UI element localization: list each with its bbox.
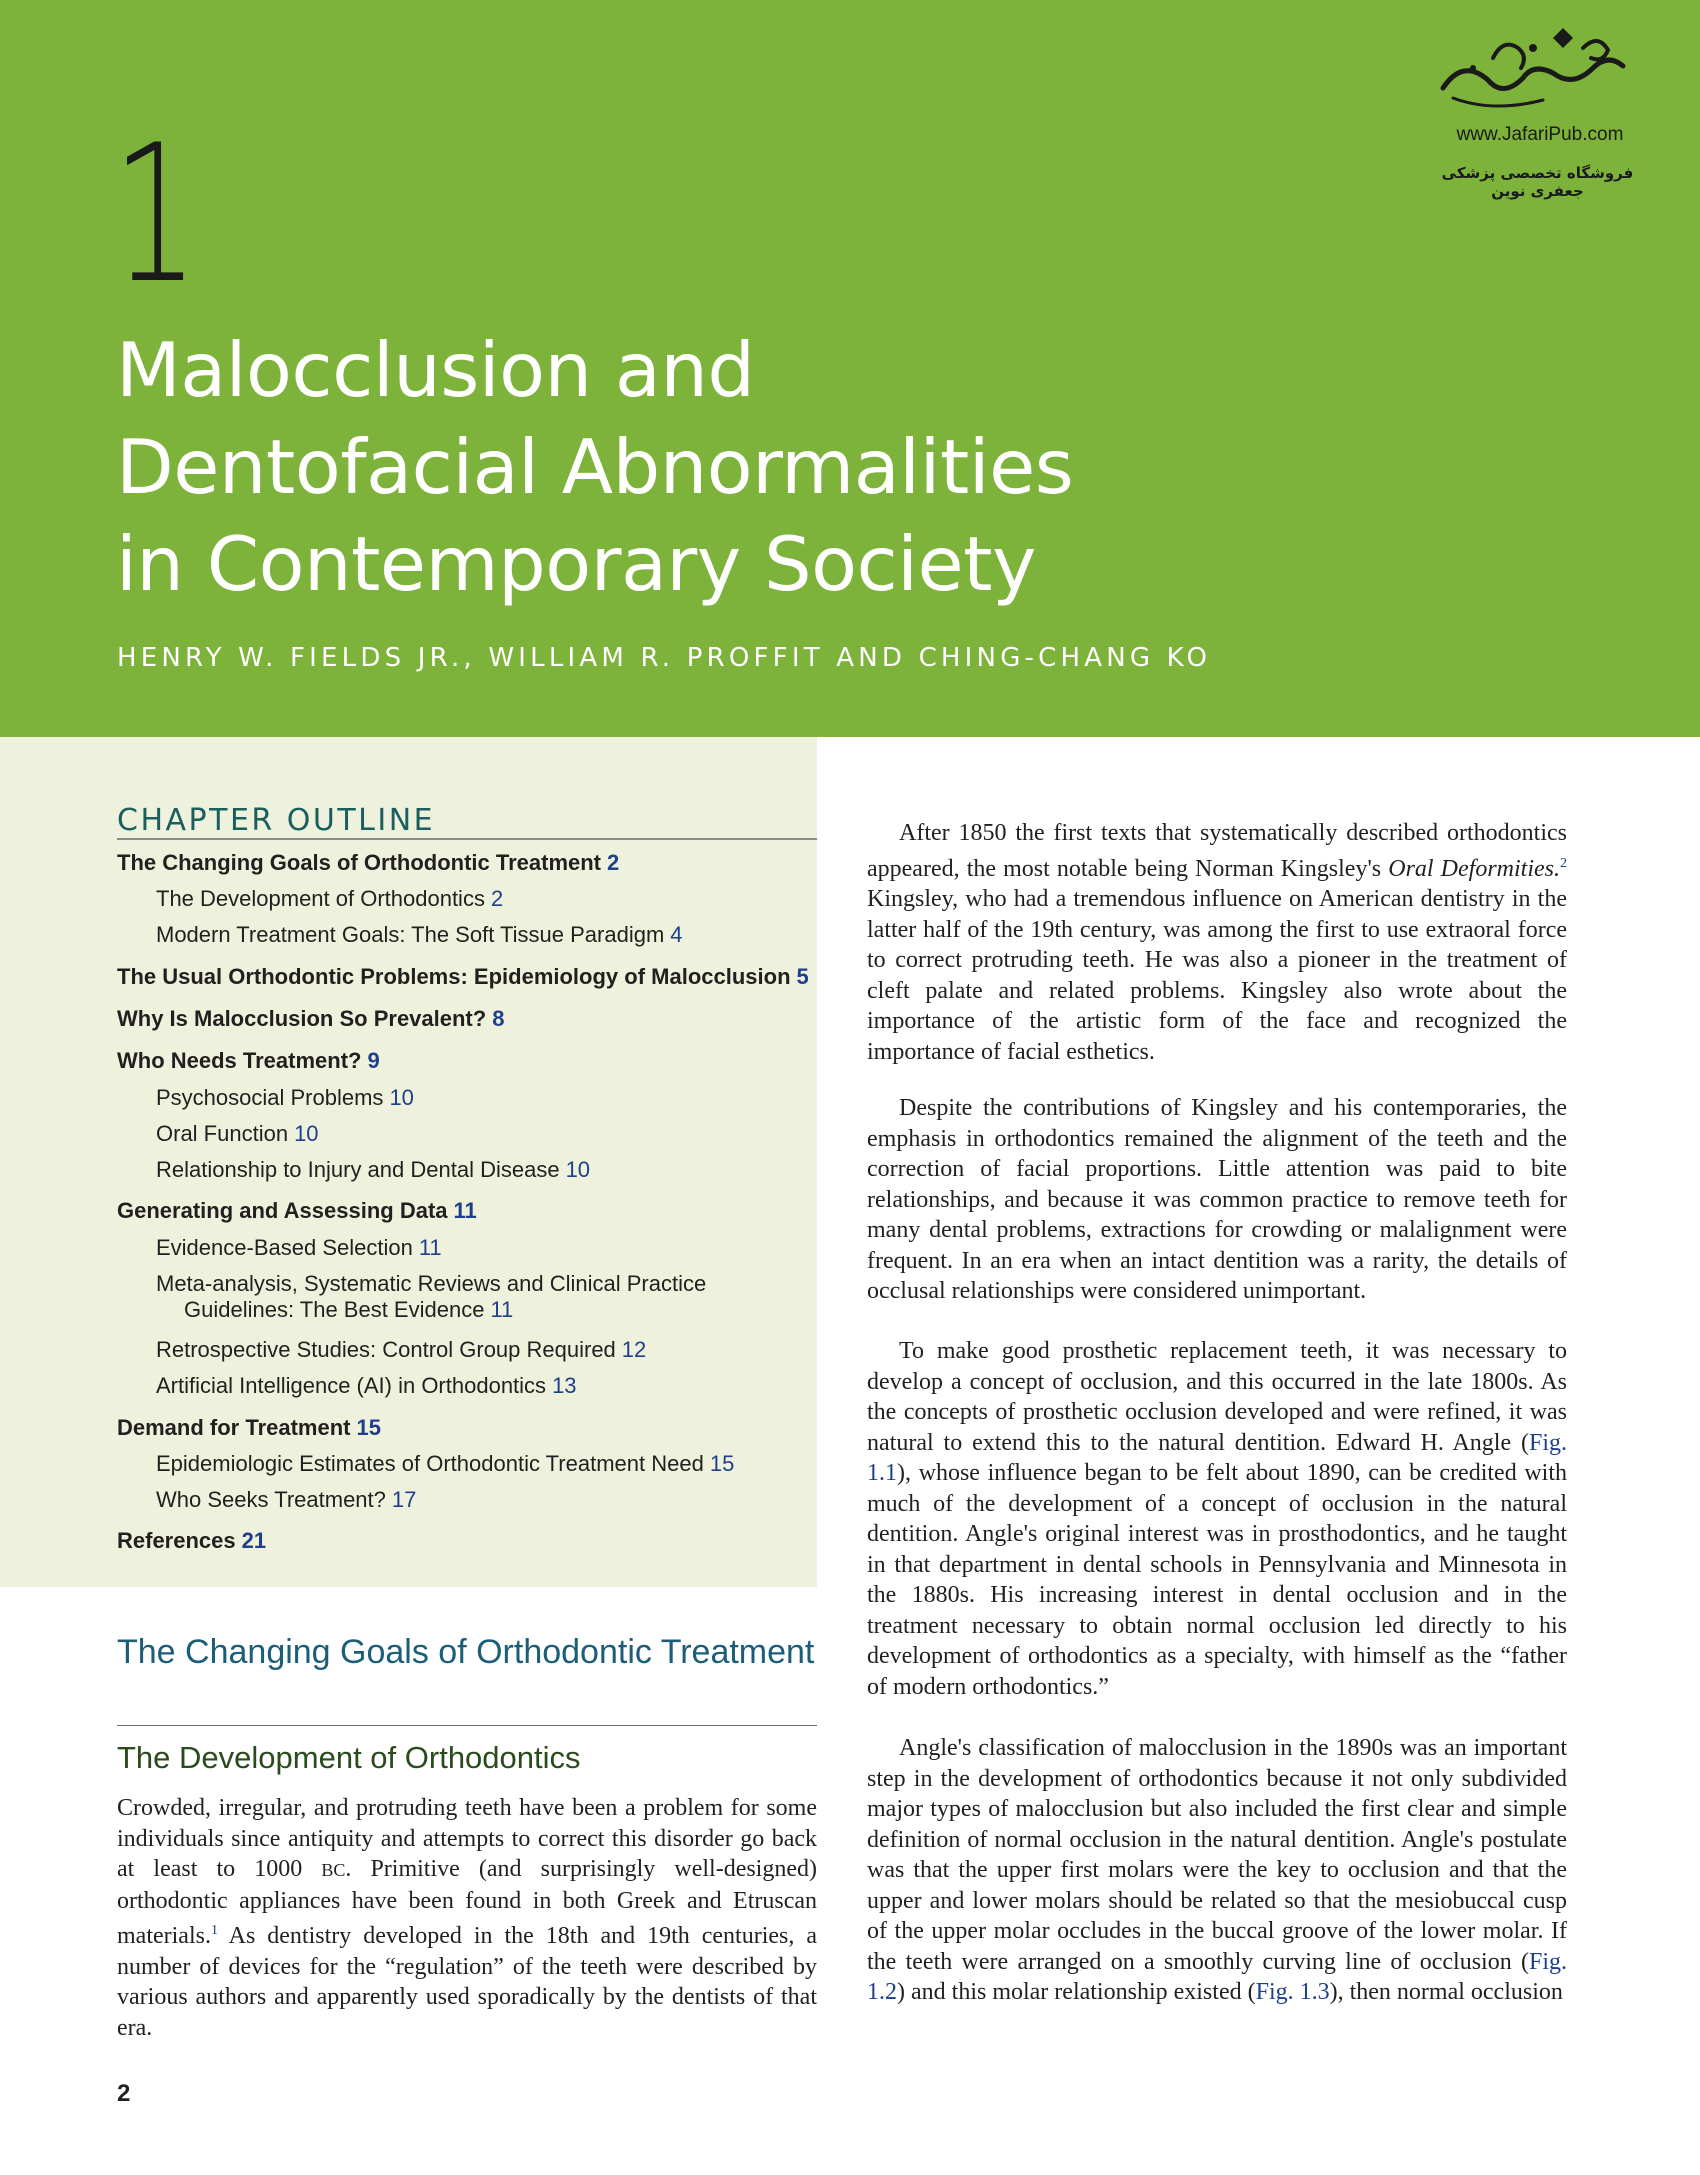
outline-page-number: 2	[607, 850, 620, 875]
outline-item-label: Why Is Malocclusion So Prevalent?	[117, 1006, 487, 1031]
text-run: Angle's classification of malocclusion in the 1890s was an important step in the development of orthodontics because it not only subdivided major types of malocclusion but also included the first clear and simple definition of normal occlusion in the natural dentition. Angle's postulate was that the upper first molars were the key to occlusion and that the upper and lower molars should be related so that the mesiobuccal cusp of the upper molar occludes in the buccal groove of the lower molar. If the teeth were arranged on a smoothly curving line of occlusion (	[867, 1735, 1567, 1975]
text-run: ) and this molar relationship existed (	[897, 1979, 1256, 2005]
outline-item-label: Generating and Assessing Data	[117, 1198, 448, 1223]
outline-item-label: References	[117, 1528, 236, 1553]
text-run: After 1850 the first texts that systematically described orthodontics appeared, the most notable being Norman Kingsley's	[867, 820, 1567, 882]
outline-item-label: Relationship to Injury and Dental Disease	[156, 1157, 560, 1182]
outline-item-label-continued: Guidelines: The Best Evidence	[184, 1297, 485, 1322]
section-divider	[117, 1725, 817, 1726]
outline-item-label: Demand for Treatment	[117, 1415, 351, 1440]
chapter-title-line: Dentofacial Abnormalities	[116, 423, 1074, 511]
outline-page-number: 12	[621, 1337, 647, 1362]
chapter-number: 1	[112, 104, 200, 325]
figure-link[interactable]: Fig. 1.3	[1255, 1979, 1330, 2005]
publisher-logo	[1415, 18, 1655, 198]
outline-item[interactable]	[117, 1415, 381, 1441]
outline-item-label: The Usual Orthodontic Problems: Epidemiology of Malocclusion	[117, 964, 791, 989]
outline-page-number: 10	[565, 1157, 591, 1182]
outline-item[interactable]	[117, 964, 809, 990]
outline-item-label: Artificial Intelligence (AI) in Orthodontics	[156, 1373, 547, 1398]
outline-item-label: The Development of Orthodontics	[156, 886, 485, 911]
footnote-ref[interactable]: 1	[210, 1923, 218, 1938]
text-run: ), then normal occlusion	[1329, 1979, 1563, 2005]
text-run: Despite the contributions of Kingsley and his contemporaries, the emphasis in orthodontics remained the alignment of the teeth and the correction of facial proportions. Little attention was paid to bite relationships, and because it was common practice to remove teeth for many dental problems, extractions for crowding or malalignment were frequent. In an era when an intact dentition was a rarity, the details of occlusal relationships were considered unimportant.	[867, 1095, 1567, 1304]
outline-item-label: Psychosocial Problems	[156, 1085, 384, 1110]
body-paragraph	[867, 1093, 1567, 1307]
outline-item[interactable]	[156, 1121, 319, 1147]
chapter-title-line: in Contemporary Society	[116, 520, 1036, 608]
chapter-title	[116, 322, 1216, 613]
outline-item[interactable]	[156, 1271, 706, 1323]
section-heading: The Changing Goals of Orthodontic Treatment	[117, 1633, 815, 1671]
outline-item-label: Who Seeks Treatment?	[156, 1487, 386, 1512]
text-run: ), whose influence began to be felt about 1890, can be credited with much of the development of a concept of occlusion in the natural dentition. Angle's original interest was in prosthodontics, and he taught in that department in dental schools in Pennsylvania and Minnesota in the 1880s. His increasing interest in dental occlusion and in the treatment necessary to obtain normal occlusion led directly to his development of orthodontics as a specialty, with himself as the “father of modern orthodontics.”	[867, 1460, 1567, 1700]
outline-page-number: 10	[389, 1085, 414, 1110]
page-number: 2	[117, 2080, 131, 2107]
text-run: . Primitive (and surprisingly well-designed) orthodontic appliances have been found in both Greek and Etruscan materials.	[117, 1856, 817, 1949]
outline-page-number: 8	[492, 1006, 505, 1031]
body-paragraph	[867, 1336, 1567, 1702]
outline-page-number: 13	[552, 1373, 577, 1398]
outline-page-number: 10	[294, 1121, 319, 1146]
text-run: Crowded, irregular, and protruding teeth have been a problem for some individuals since antiquity and attempts to correct this disorder go back at least to 1000	[117, 1795, 817, 1882]
chapter-header	[0, 0, 1700, 737]
outline-page-number: 15	[709, 1451, 735, 1476]
outline-page-number: 15	[356, 1415, 381, 1440]
outline-item-label: Evidence-Based Selection	[156, 1235, 413, 1260]
outline-item-label: Modern Treatment Goals: The Soft Tissue Paradigm	[156, 922, 665, 947]
outline-item[interactable]	[156, 1085, 414, 1111]
outline-page-number: 4	[670, 922, 683, 947]
text-run: Kingsley, who had a tremendous influence on American dentistry in the latter half of the 19th century, was among the first to use extraoral force to correct protruding teeth. He was also a pioneer in the treatment of cleft palate and related problems. Kingsley also wrote about the importance of the artistic form of the face and recognized the importance of facial esthetics.	[867, 886, 1567, 1065]
outline-item[interactable]	[156, 922, 683, 948]
outline-item-label: Epidemiologic Estimates of Orthodontic Treatment Need	[156, 1451, 704, 1476]
outline-item-label: Retrospective Studies: Control Group Required	[156, 1337, 616, 1362]
outline-page-number: 21	[241, 1528, 267, 1553]
figure-link[interactable]: Fig. 1.2	[867, 1948, 1567, 2005]
body-paragraph	[867, 1733, 1567, 2008]
outline-page-number: 17	[391, 1487, 417, 1512]
outline-page-number: 2	[490, 886, 504, 911]
outline-item[interactable]	[156, 1487, 416, 1513]
outline-item-label: Who Needs Treatment?	[117, 1048, 362, 1073]
chapter-authors: HENRY W. FIELDS JR., WILLIAM R. PROFFIT AND CHING-CHANG KO	[117, 643, 1212, 673]
outline-item-label: Oral Function	[156, 1121, 289, 1146]
book-title: Oral Deformities.	[1388, 855, 1560, 882]
outline-page-number: 11	[453, 1198, 477, 1223]
body-paragraph	[867, 818, 1567, 1067]
outline-heading: CHAPTER OUTLINE	[117, 803, 436, 838]
outline-item-label: Meta-analysis, Systematic Reviews and Clinical Practice	[156, 1271, 707, 1296]
outline-page-number: 9	[367, 1048, 380, 1073]
chapter-title-line: Malocclusion and	[116, 326, 755, 414]
outline-item-label: The Changing Goals of Orthodontic Treatment	[117, 850, 602, 875]
outline-item[interactable]	[156, 1451, 734, 1477]
text-run: BC	[321, 1860, 346, 1880]
footnote-ref[interactable]: 2	[1560, 855, 1567, 871]
outline-item[interactable]	[156, 1373, 577, 1399]
outline-item[interactable]	[117, 1528, 266, 1554]
outline-item[interactable]	[117, 850, 619, 876]
outline-item[interactable]	[156, 886, 503, 912]
figure-link[interactable]: Fig. 1.1	[867, 1429, 1567, 1486]
publisher-url: www.JafariPub.com	[1456, 124, 1624, 145]
publisher-tagline: فروشگاه تخصصی پزشکی جعفری نوین	[1441, 164, 1634, 200]
outline-page-number: 5	[796, 964, 809, 989]
subsection-heading: The Development of Orthodontics	[117, 1740, 581, 1775]
outline-divider	[117, 838, 817, 840]
outline-page-number: 11	[490, 1297, 514, 1322]
outline-item[interactable]	[156, 1157, 590, 1183]
outline-item[interactable]	[117, 1006, 504, 1032]
outline-item[interactable]	[117, 1198, 477, 1224]
outline-item[interactable]	[156, 1235, 442, 1261]
body-paragraph	[117, 1793, 817, 2043]
outline-item[interactable]	[117, 1048, 380, 1074]
outline-page-number: 11	[418, 1235, 442, 1260]
text-run: To make good prosthetic replacement teeth, it was necessary to develop a concept of occlusion, and this occurred in the late 1800s. As the concepts of prosthetic occlusion developed and were refined, it was natural to extend this to the natural dentition. Edward H. Angle (	[867, 1338, 1567, 1456]
text-run: As dentistry developed in the 18th and 19th centuries, a number of devices for the “regulation” of the teeth were described by various authors and apparently used sporadically by the dentists of that era.	[117, 1923, 817, 2041]
outline-item[interactable]	[156, 1337, 646, 1363]
publisher-logo-icon	[1433, 18, 1633, 118]
